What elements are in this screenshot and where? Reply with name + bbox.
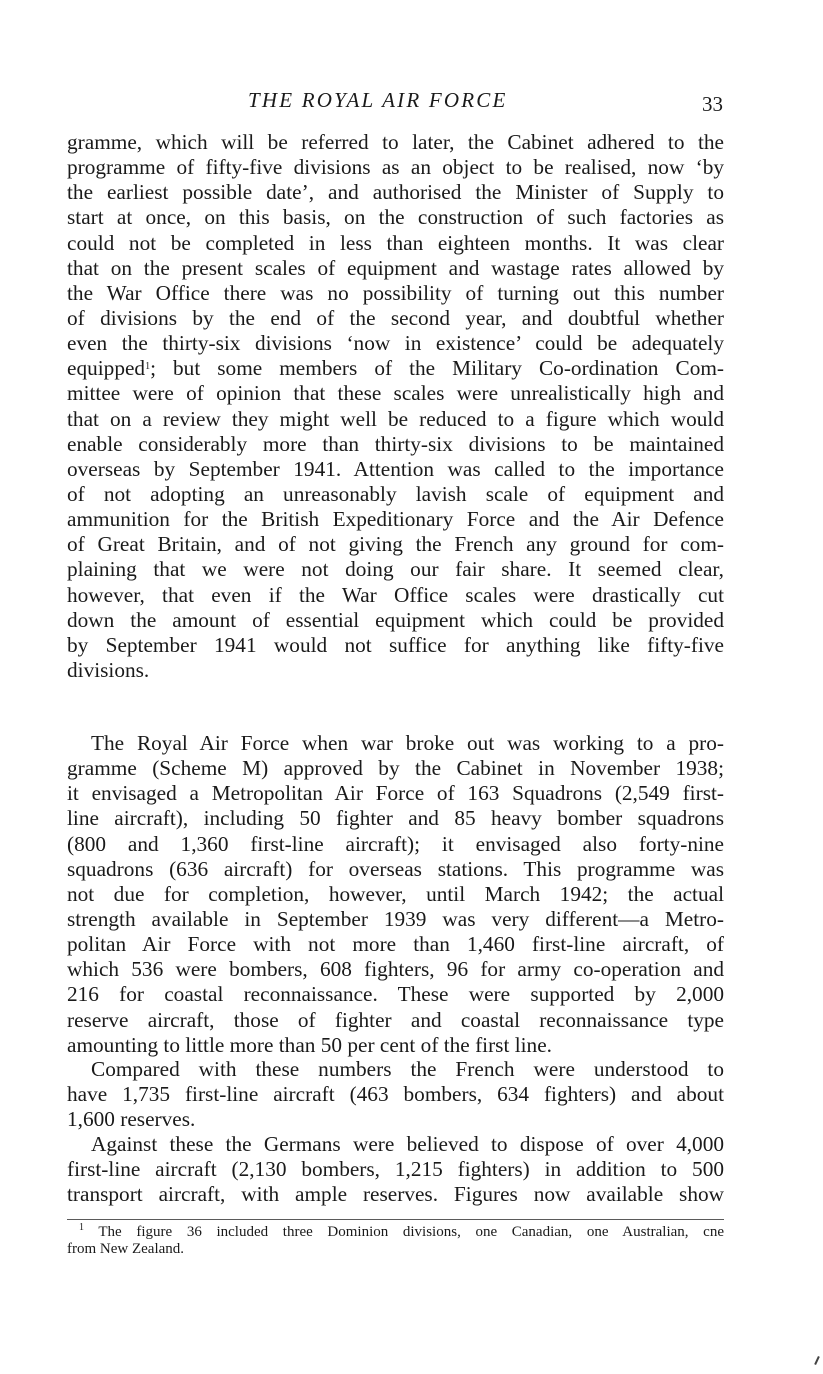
scan-artifact-mark <box>814 1356 820 1365</box>
text-line: which 536 were bombers, 608 fighters, 96 for army co-operation and <box>67 957 724 982</box>
text-line: politan Air Force with not more than 1,460 first-line aircraft, of <box>67 932 724 957</box>
text-line: that on a review they might well be reduced to a figure which would <box>67 406 724 431</box>
text-line: reserve aircraft, those of fighter and coastal reconnaissance type <box>67 1007 724 1032</box>
text-line: 1,600 reserves. <box>67 1107 196 1132</box>
text-line: mittee were of opinion that these scales were unrealistically high and <box>67 381 724 406</box>
text-line: overseas by September 1941. Attention was called to the importance <box>67 456 724 481</box>
text-line: however, that even if the War Office scales were drastically cut <box>67 582 724 607</box>
footnote-reference[interactable]: 1 <box>145 361 151 373</box>
text-line: it envisaged a Metropolitan Air Force of 163 Squadrons (2,549 first- <box>67 781 724 806</box>
text-line: plaining that we were not doing our fair share. It seemed clear, <box>67 557 724 582</box>
footnote <box>67 1224 724 1258</box>
text-line: of not adopting an unreasonably lavish scale of equipment and <box>67 481 724 506</box>
text-line: gramme (Scheme M) approved by the Cabinet in November 1938; <box>67 756 724 781</box>
text-line: transport aircraft, with ample reserves. Figures now available show <box>67 1182 724 1207</box>
text-line: Against these the Germans were believed to dispose of over 4,000 <box>91 1132 724 1156</box>
text-line: that on the present scales of equipment and wastage rates allowed by <box>67 255 724 280</box>
text-line: gramme, which will be referred to later, the Cabinet adhered to the <box>67 130 724 154</box>
text-line: by September 1941 would not suffice for anything like fifty-five <box>67 632 724 657</box>
footnote-separator-rule <box>67 1219 724 1220</box>
text-line: strength available in September 1939 was very different—a Metro- <box>67 906 724 931</box>
text-line: ammunition for the British Expeditionary Force and the Air Defence <box>67 507 724 532</box>
footnote-line: from New Zealand. <box>67 1241 185 1257</box>
text-line: line aircraft), including 50 fighter and 85 heavy bomber squadrons <box>67 806 724 831</box>
text-line: enable considerably more than thirty-six divisions to be maintained <box>67 431 724 456</box>
text-line: of Great Britain, and of not giving the French any ground for com- <box>67 532 724 557</box>
text-line: the earliest possible date’, and authorised the Minister of Supply to <box>67 180 724 205</box>
text-line: programme of fifty-five divisions as an object to be realised, now ‘by <box>67 155 724 180</box>
text-line: could not be completed in less than eighteen months. It was clear <box>67 230 724 255</box>
footnote-marker: 1 <box>79 1222 84 1233</box>
footnote-text: The figure 36 included three Dominion divisions, one Canadian, one Australian, cne <box>98 1224 724 1240</box>
text-line: 216 for coastal reconnaissance. These were supported by 2,000 <box>67 982 724 1007</box>
text-line: not due for completion, however, until March 1942; the actual <box>67 881 724 906</box>
text-fragment: ; but some members of the Military Co-ordination Com- <box>150 356 724 381</box>
text-line: even the thirty-six divisions ‘now in existence’ could be adequately <box>67 331 724 356</box>
text-line: of divisions by the end of the second year, and doubtful whether <box>67 305 724 330</box>
text-line: divisions. <box>67 657 150 682</box>
text-line: have 1,735 first-line aircraft (463 bombers, 634 fighters) and about <box>67 1082 724 1107</box>
text-line: amounting to little more than 50 per cent of the first line. <box>67 1032 552 1057</box>
text-line: down the amount of essential equipment which could be provided <box>67 607 724 632</box>
page-number: 33 <box>702 92 723 116</box>
text-line: the War Office there was no possibility of turning out this number <box>67 280 724 305</box>
running-title: THE ROYAL AIR FORCE <box>248 88 508 112</box>
paragraph-3 <box>67 1057 724 1132</box>
text-line-with-footnote-ref <box>67 356 724 381</box>
text-line: first-line aircraft (2,130 bombers, 1,215 fighters) in addition to 500 <box>67 1157 724 1182</box>
footnote-line <box>67 1224 724 1241</box>
text-line: (800 and 1,360 first-line aircraft); it envisaged also forty-nine <box>67 831 724 856</box>
text-line: Compared with these numbers the French were understood to <box>91 1057 724 1081</box>
text-fragment: equipped <box>67 356 146 381</box>
paragraph-2 <box>67 731 724 1058</box>
paragraph-4 <box>67 1132 724 1207</box>
text-line: The Royal Air Force when war broke out was working to a pro- <box>91 731 724 755</box>
text-line: squadrons (636 aircraft) for overseas stations. This programme was <box>67 856 724 881</box>
text-line: start at once, on this basis, on the construction of such factories as <box>67 205 724 230</box>
running-head <box>0 88 823 118</box>
paragraph-1 <box>67 130 724 683</box>
